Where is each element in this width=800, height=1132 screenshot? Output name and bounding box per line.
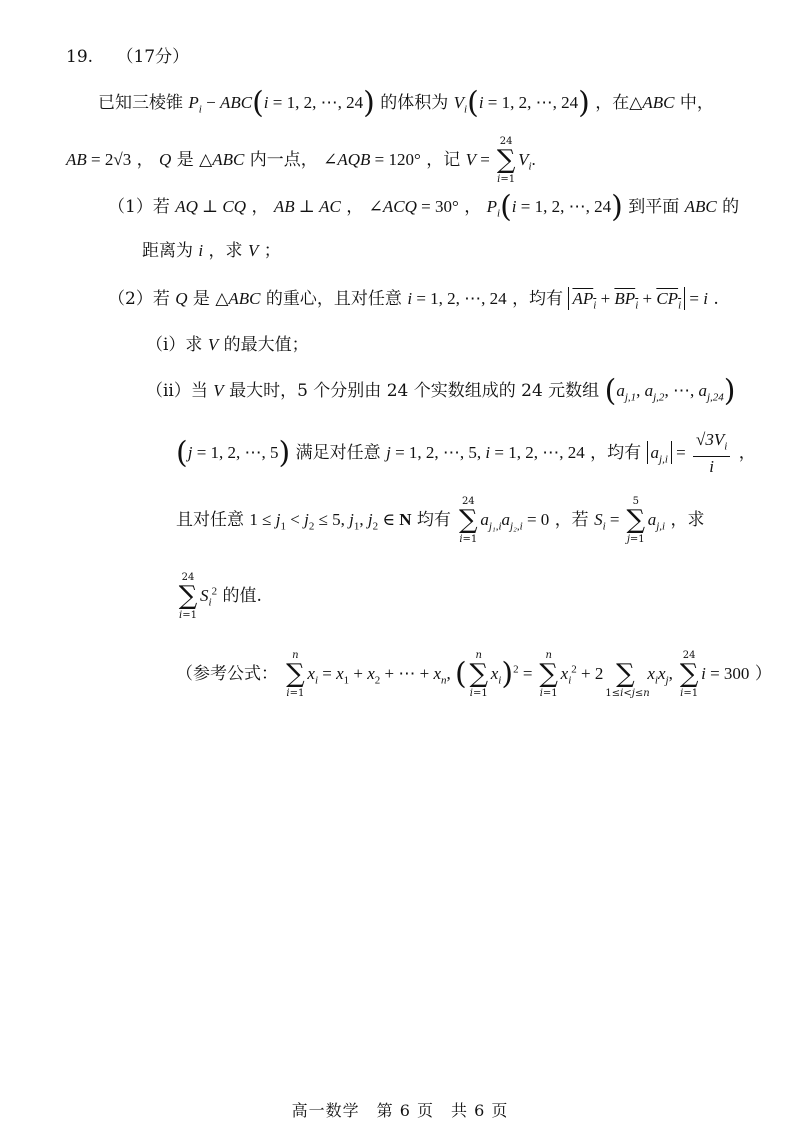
stem-text: 的最大值；: [223, 335, 309, 355]
stem-text: ，均有: [590, 443, 642, 464]
stem-text: 距离为: [142, 241, 193, 261]
part1-line-1: （1）若 AQ ⊥ CQ ， AB ⊥ AC ， ∠ACQ = 30° ， $P_i(i = 1$, 2, ⋯, 24) 到平面 ABC 的: [108, 189, 740, 225]
stem-text: 是: [176, 150, 194, 170]
stem-text: ，均有: [512, 289, 564, 309]
part2-label: （2）若: [108, 289, 170, 309]
fraction: $\frac{√3V_i}{i}$: [693, 430, 730, 477]
question-header: [66, 46, 189, 68]
vector-sum-magnitude: $AP_i + BP_i + CP_i$: [568, 287, 685, 310]
stem-text: ，求: [670, 510, 705, 530]
part1-label: （1）若: [108, 197, 170, 217]
stem-text: 的体积为: [380, 93, 449, 113]
question-number: 19.: [66, 47, 94, 67]
stem-text: ；: [263, 241, 281, 261]
summation-symbol: 24 ∑ i=1: [178, 572, 198, 621]
stem-text: 中，: [679, 93, 714, 113]
stem-line-1: 已知三棱锥 $P_i - ABC(i = 1$, 2, ⋯, 24) 的体积为 $V_i(i = 1$, 2, ⋯, 24) ，在△ABC 中，: [98, 85, 714, 121]
sub-i-label: （i）求: [146, 335, 203, 355]
sub-ii-line-1: （ii）当 V 最大时，5 个分别由 24 个实数组成的 24 元数组 ($a_{j,1}$, $a_{j,2}$, ⋯, $a_{j,24}$): [146, 373, 736, 409]
reference-close: ）: [754, 664, 772, 684]
stem-text: 且对任意: [176, 510, 244, 530]
stem-text: 均有: [416, 510, 451, 530]
stem-text: ，: [738, 443, 756, 464]
page-footer: 高一数学 第 6 页 共 6 页: [291, 1101, 509, 1120]
stem-text: ，在: [595, 93, 630, 113]
stem-text: .: [713, 289, 719, 309]
stem-text: 是: [192, 289, 210, 309]
question-score: （17分）: [116, 47, 190, 67]
part1-line-2: 距离为 i ，求 V ；: [142, 241, 281, 261]
stem-text: ，求: [208, 241, 243, 261]
reference-open: （参考公式：: [176, 664, 278, 684]
stem-text: 的: [722, 197, 740, 217]
stem-line-2: AB = 2√3 ， Q 是 △ABC 内一点， ∠AQB = 120° ，记 V = 24 ∑ i=1 $V_i$.: [66, 136, 536, 185]
summation-symbol: 24 ∑ i=1: [496, 136, 516, 185]
summation-symbol: 5 ∑ j=1: [626, 496, 646, 545]
sub-ii-line-4: 24 ∑ i=1 $S_i^2$ 的值.: [178, 572, 262, 621]
stem-text: 最大时，5 个分别由 24 个实数组成的 24 元数组: [229, 381, 600, 401]
stem-text: 到平面: [628, 197, 680, 217]
separator: ，: [464, 197, 482, 217]
part2-line: （2）若 Q 是 △ABC 的重心，且对任意 i = 1, 2, ⋯, 24 ，均有 $AP_i + BP_i + CP_i = i$ .: [108, 289, 719, 312]
sub-ii-label: （ii）当: [146, 381, 208, 401]
stem-text: 内一点，: [249, 150, 318, 170]
stem-text: ，若: [554, 510, 589, 530]
sub-ii-line-3: 且对任意 $1 \le j_1 < j_2 \le 5$, $j_1$, $j_2$ ∈ N 均有 24 ∑ i=1 $a_{j_1,i}a_{j_2,i} = 0$ ，若 $S_i$ = 5 ∑ j=1 $a_{j,i}$ ，求: [176, 496, 705, 545]
sub-ii-line-2: (j = 1, 2, ⋯, 5) 满足对任意 j = 1, 2, ⋯, 5, i = 1, 2, ⋯, 24 ，均有 $a_{j,i}$ = $\frac{√3V_i}{i}$ ，: [176, 430, 756, 477]
separator: ，: [251, 197, 269, 217]
reference-formula: （参考公式： n ∑ i=1 $x_i = x_1 + x_2$ + ⋯ + $x_n$, ( n ∑ i=1 $x_i)^2$ = n ∑ i=1 $x_i^2 + 2$ ∑ 1≤i<j≤n $x_ix_j$, 24 ∑ i=1 i = 300 ）: [176, 650, 772, 699]
stem-text: 已知三棱锥: [98, 93, 183, 113]
stem-text: 的值.: [222, 586, 262, 606]
stem-text: ，: [136, 150, 154, 170]
separator: ，: [346, 197, 364, 217]
stem-text: 满足对任意: [295, 443, 381, 464]
sub-i-line: （i）求 V 的最大值；: [146, 335, 309, 355]
summation-symbol: 24 ∑ i=1: [459, 496, 478, 545]
stem-text: ，记: [426, 150, 461, 170]
stem-text: 的重心，且对任意: [265, 289, 402, 309]
